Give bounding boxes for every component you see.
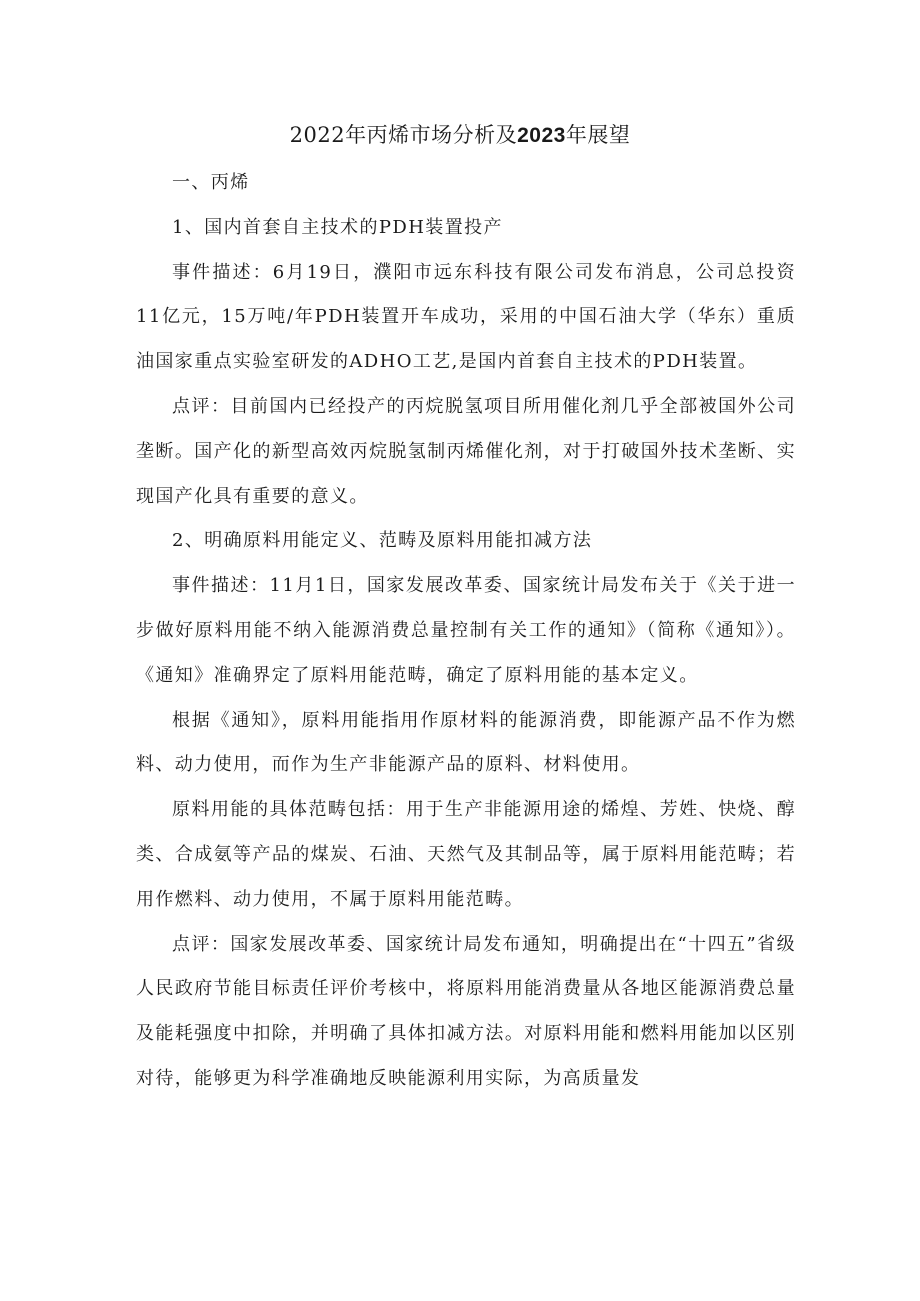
commentary-pdh: 点评：目前国内已经投产的丙烷脱氢项目所用催化剂几乎全部被国外公司垄断。国产化的新型高效丙烷脱氢制丙烯催化剂，对于打破国外技术垄断、实现国产化具有重要的意义。: [136, 395, 796, 507]
event-description-feedstock: 事件描述：11月1日，国家发展改革委、国家统计局发布关于《关于进一步做好原料用能不纳入能源消费总量控制有关工作的通知》（简称《通知》）。《通知》准确界定了原料用能范畴，确定了原料用能的基本定义。: [136, 575, 796, 686]
paragraph-scope: 原料用能的具体范畴包括：用于生产非能源用途的烯煌、芳姓、快烧、醇类、合成氨等产品的煤炭、石油、天然气及其制品等，属于原料用能范畴；若用作燃料、动力使用，不属于原料用能范畴。: [136, 799, 796, 910]
title-text-suffix: 年展望: [565, 123, 631, 147]
document-title: [0, 120, 920, 151]
subsection-heading-feedstock-energy: 2、明确原料用能定义、范畴及原料用能扣减方法: [172, 530, 593, 552]
section-heading-propylene: 一、丙烯: [172, 172, 250, 193]
event-description-pdh: 事件描述：6月19日，濮阳市远东科技有限公司发布消息，公司总投资11亿元，15万吨/年PDH装置开车成功，采用的中国石油大学（华东）重质油国家重点实验室研发的ADHO工艺,是国内首套自主技术的PDH装置。: [136, 261, 796, 373]
title-year-bold: 2023: [517, 124, 566, 147]
paragraph-definition: 根据《通知》，原料用能指用作原材料的能源消费，即能源产品不作为燃料、动力使用，而作为生产非能源产品的原料、材料使用。: [136, 709, 796, 776]
subsection-heading-pdh: 1、国内首套自主技术的PDH装置投产: [172, 216, 503, 238]
commentary-feedstock: 点评：国家发展改革委、国家统计局发布通知，明确提出在“十四五”省级人民政府节能目标责任评价考核中，将原料用能消费量从各地区能源消费总量及能耗强度中扣除，并明确了具体扣减方法。对原料用能和燃料用能加以区别对待，能够更为科学准确地反映能源利用实际，为高质量发: [136, 933, 796, 1089]
document-body: [136, 161, 796, 1102]
title-text-prefix: 2022年丙烯市场分析及: [289, 123, 518, 147]
